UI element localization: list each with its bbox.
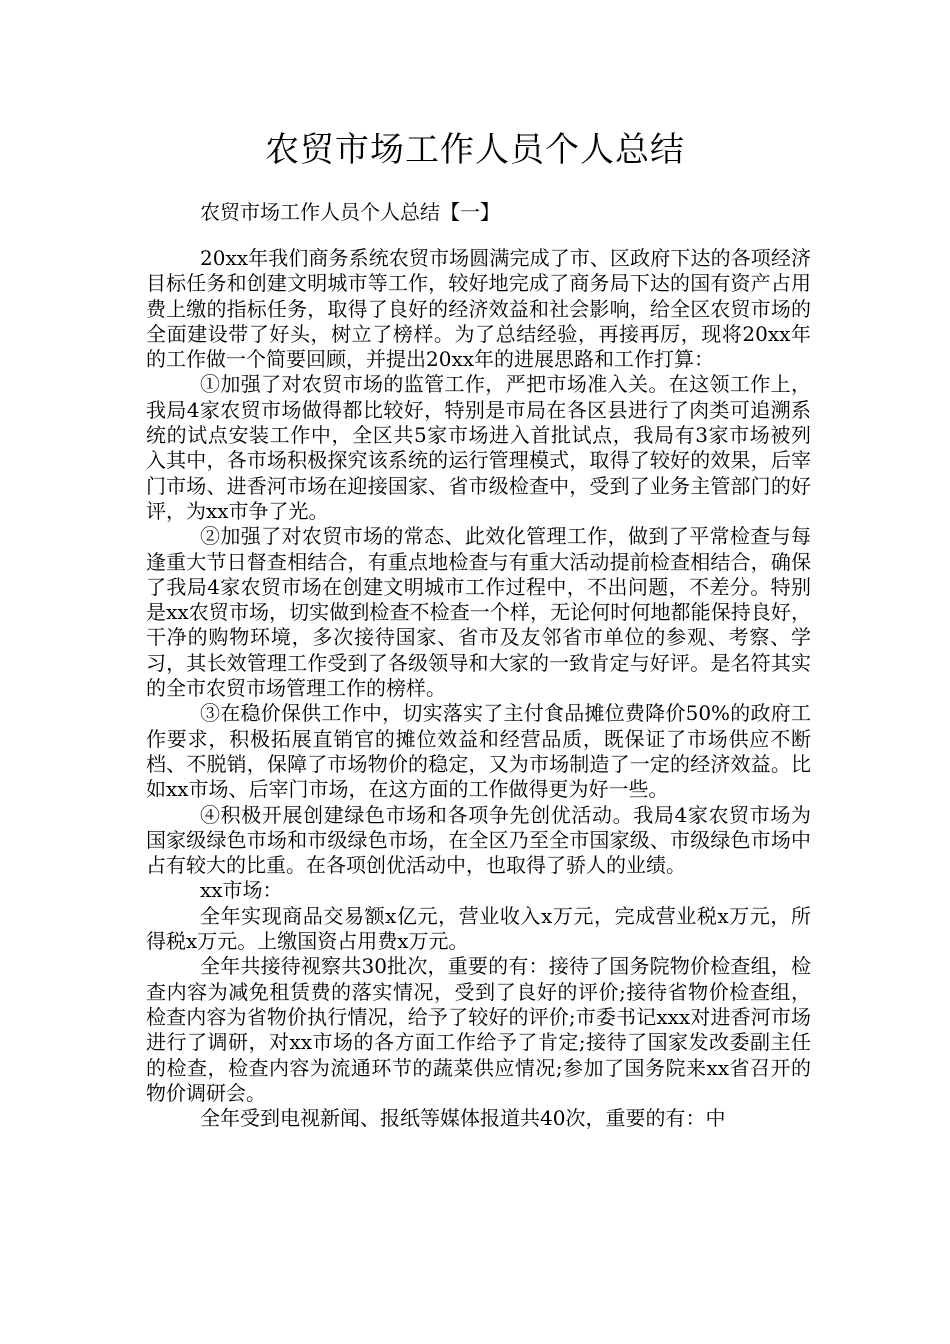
paragraph-item-4: ④积极开展创建绿色市场和各项争先创优活动。我局4家农贸市场为国家级绿色市场和市级绿色市场，在全区乃至全市国家级、市级绿色市场中占有较大的比重。在各项创优活动中，也取得了骄人的业绩。 xyxy=(146,802,811,878)
paragraph-inspections: 全年共接待视察共30批次，重要的有：接待了国务院物价检查组，检查内容为减免租赁费的落实情况，受到了良好的评价;接待省物价检查组，检查内容为省物价执行情况，给予了较好的评价;市委书记xxx对进香河市场进行了调研，对xx市场的各方面工作给予了肯定;接待了国家发改委副主任的检查，检查内容为流通环节的蔬菜供应情况;参加了国务院来xx省召开的物价调研会。 xyxy=(146,954,811,1105)
paragraph-media: 全年受到电视新闻、报纸等媒体报道共40次，重要的有：中 xyxy=(200,1106,726,1131)
paragraph-item-1: ①加强了对农贸市场的监管工作，严把市场准入关。在这领工作上，我局4家农贸市场做得都比较好，特别是市局在各区县进行了肉类可追溯系统的试点安装工作中，全区共5家市场进入首批试点，我局有3家市场被列入其中，各市场积极探究该系统的运行管理模式，取得了较好的效果，后宰门市场、进香河市场在迎接国家、省市级检查中，受到了业务主管部门的好评，为xx市争了光。 xyxy=(146,372,811,523)
paragraph-market-heading: xx市场： xyxy=(200,878,283,903)
paragraph-item-2: ②加强了对农贸市场的常态、此效化管理工作，做到了平常检查与每逢重大节日督查相结合，有重点地检查与有重大活动提前检查相结合，确保了我局4家农贸市场在创建文明城市工作过程中，不出问题，不差分。特别是xx农贸市场，切实做到检查不检查一个样，无论何时何地都能保持良好，干净的购物环境，多次接待国家、省市及友邻省市单位的参观、考察、学习，其长效管理工作受到了各级领导和大家的一致肯定与好评。是名符其实的全市农贸市场管理工作的榜样。 xyxy=(146,524,811,701)
paragraph-item-3: ③在稳价保供工作中，切实落实了主付食品摊位费降价50%的政府工作要求，积极拓展直销官的摊位效益和经营品质，既保证了市场供应不断档、不脱销，保障了市场物价的稳定，又为市场制造了一定的经济效益。比如xx市场、后宰门市场，在这方面的工作做得更为好一些。 xyxy=(146,701,811,802)
document-body xyxy=(146,246,811,1131)
document-subtitle: 农贸市场工作人员个人总结【一】 xyxy=(200,200,500,224)
paragraph-intro: 20xx年我们商务系统农贸市场圆满完成了市、区政府下达的各项经济目标任务和创建文明城市等工作，较好地完成了商务局下达的国有资产占用费上缴的指标任务，取得了良好的经济效益和社会影响，给全区农贸市场的全面建设带了好头，树立了榜样。为了总结经验，再接再厉，现将20xx年的工作做一个简要回顾，并提出20xx年的进展思路和工作打算： xyxy=(146,246,811,372)
document-title: 农贸市场工作人员个人总结 xyxy=(265,130,685,170)
paragraph-revenue: 全年实现商品交易额x亿元，营业收入x万元，完成营业税x万元，所得税x万元。上缴国资占用费x万元。 xyxy=(146,903,811,954)
